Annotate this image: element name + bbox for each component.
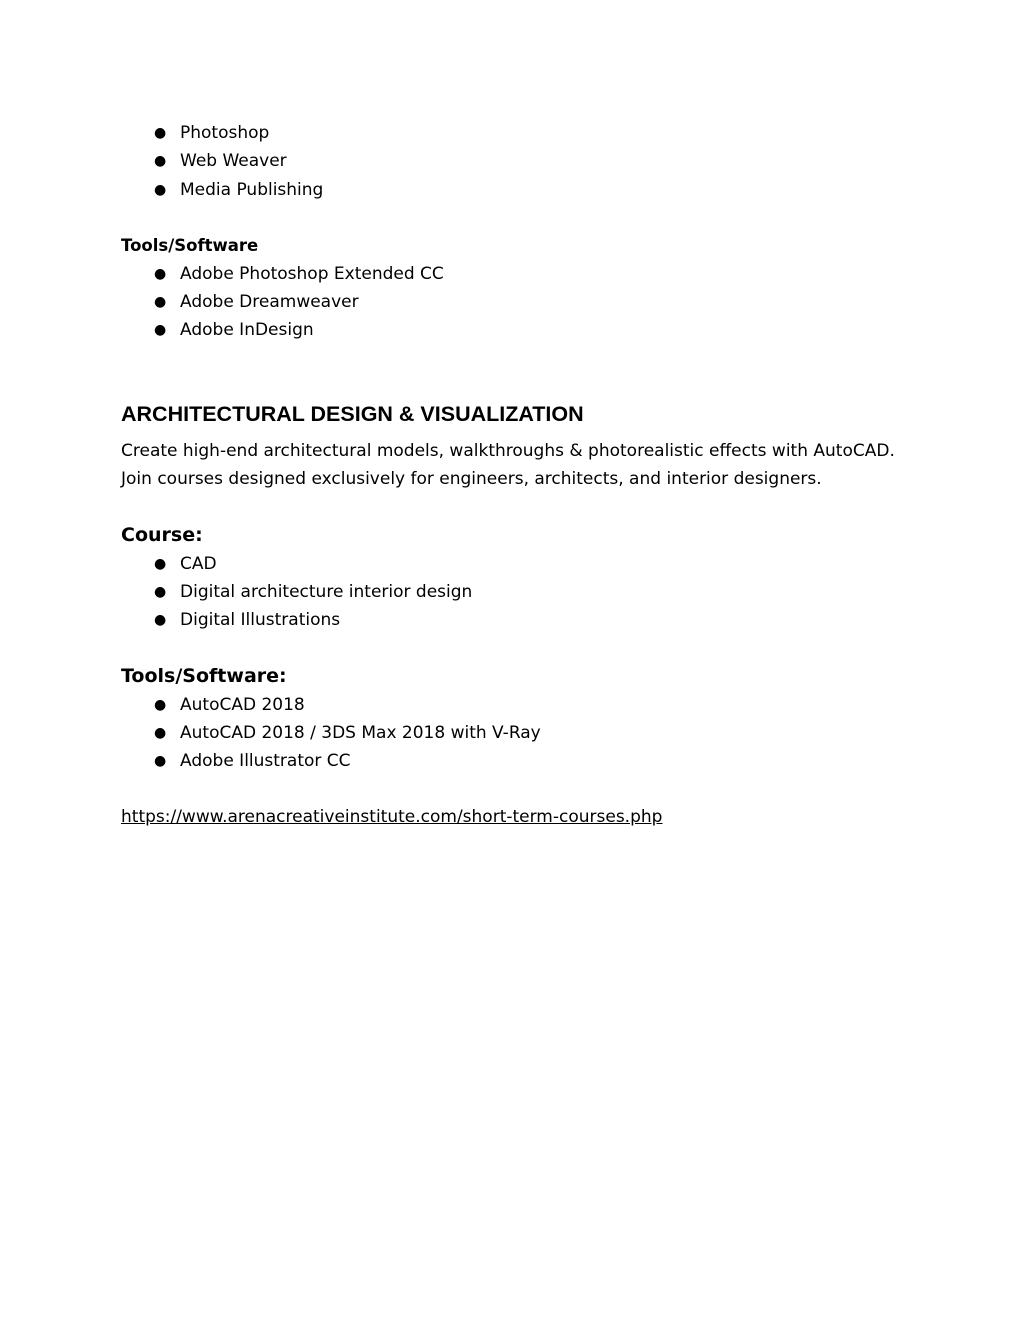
architecture-tools-list	[121, 691, 921, 776]
list-item-label: Digital Illustrations	[180, 610, 341, 631]
bullet-icon: ●	[154, 153, 167, 170]
architecture-tools-heading: Tools/Software:	[121, 664, 287, 687]
list-item	[121, 550, 921, 578]
list-item	[121, 288, 921, 316]
list-item	[121, 719, 921, 747]
section-description: Create high-end architectural models, walkthroughs & photorealistic effects with AutoCAD. Join courses designed exclusively for engineers, architects, and interior designers.	[121, 440, 895, 490]
section-title: ARCHITECTURAL DESIGN & VISUALIZATION	[121, 401, 584, 426]
list-item	[121, 691, 921, 719]
list-item	[121, 606, 921, 634]
list-item-label: AutoCAD 2018	[180, 694, 305, 715]
bullet-icon: ●	[154, 265, 167, 282]
list-item-label: Adobe Illustrator CC	[180, 751, 351, 772]
tools-software-heading: Tools/Software	[121, 235, 259, 255]
list-item	[121, 176, 921, 204]
list-item-label: Media Publishing	[180, 179, 324, 200]
list-item-label: Adobe InDesign	[180, 320, 314, 341]
list-item-label: Adobe Photoshop Extended CC	[180, 263, 444, 284]
bullet-icon: ●	[154, 322, 167, 339]
tools-software-list	[121, 260, 921, 345]
document-content	[121, 119, 921, 831]
bullet-icon: ●	[154, 696, 167, 713]
course-heading: Course:	[121, 523, 203, 546]
top-course-list	[121, 119, 921, 204]
list-item	[121, 260, 921, 288]
bullet-icon: ●	[154, 125, 167, 141]
list-item	[121, 747, 921, 775]
list-item	[121, 119, 921, 147]
list-item-label: Web Weaver	[180, 151, 287, 172]
list-item-label: Photoshop	[180, 123, 270, 143]
list-item-label: Adobe Dreamweaver	[180, 292, 359, 313]
list-item-label: AutoCAD 2018 / 3DS Max 2018 with V-Ray	[180, 722, 541, 743]
bullet-icon: ●	[154, 753, 167, 770]
bullet-icon: ●	[154, 181, 167, 198]
source-link[interactable]: https://www.arenacreativeinstitute.com/short-term-courses.php	[121, 806, 663, 827]
list-item	[121, 147, 921, 175]
list-item-label: Digital architecture interior design	[180, 582, 473, 603]
course-list	[121, 550, 921, 635]
list-item	[121, 316, 921, 344]
list-item	[121, 578, 921, 606]
bullet-icon: ●	[154, 724, 167, 741]
bullet-icon: ●	[154, 584, 167, 601]
bullet-icon: ●	[154, 612, 167, 629]
bullet-icon: ●	[154, 294, 167, 311]
bullet-icon: ●	[154, 555, 167, 572]
list-item-label: CAD	[180, 553, 217, 574]
